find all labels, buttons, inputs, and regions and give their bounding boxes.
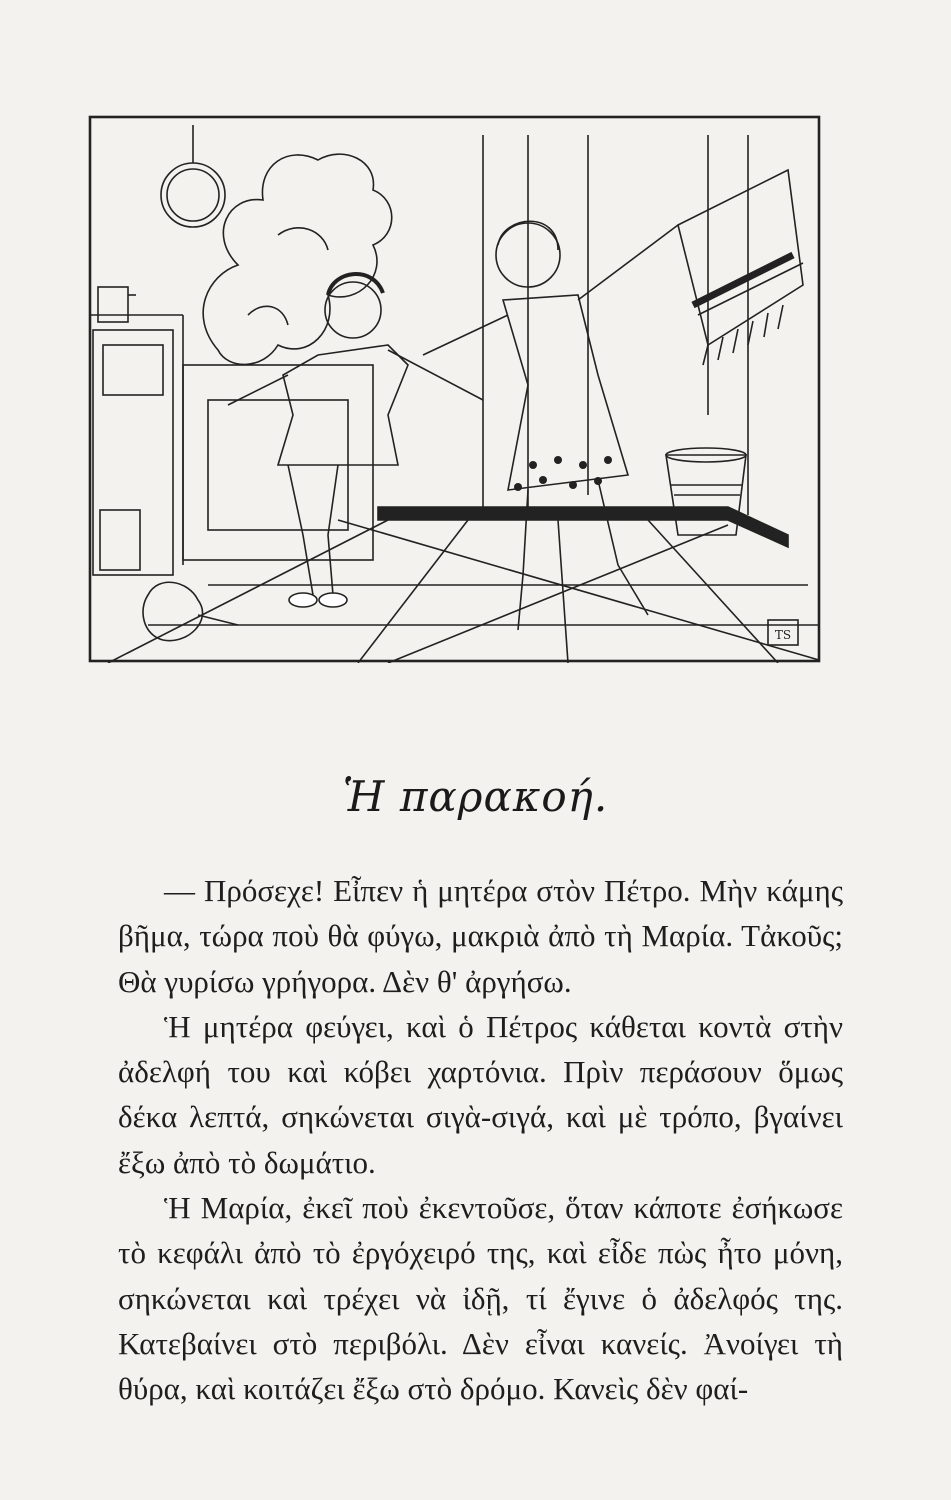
boy-head [325,282,381,338]
frying-pan [161,163,225,227]
cat [143,582,203,640]
paragraph: — Πρόσεχε! Εἶπεν ἡ μητέρα στὸν Πέτρο. Μὴν κάμης βῆμα, τώρα ποὺ θὰ φύγω, μακριὰ ἀπὸ τὴ Μαρία. Τἀκοῦς; Θὰ γυρίσω γρήγορα. Δὲν θ' ἀργήσω. [118,873,843,999]
baseboard [378,507,788,547]
paragraph: Ἡ μητέρα φεύγει, καὶ ὁ Πέτρος κάθεται κοντὰ στὴν ἀδελφή του καὶ κόβει χαρτόνια. Πρὶν περάσουν ὅμως δέκα λεπτά, σηκώνεται σιγὰ-σιγά, καὶ μὲ τρόπο, βγαίνει ἔξω ἀπὸ τὸ δωμάτιο. [118,1008,843,1180]
body-text [118,868,843,1412]
illustration [88,115,821,663]
paragraph: Ἡ Μαρία, ἐκεῖ ποὺ ἐκεντοῦσε, ὅταν κάποτε ἐσήκωσε τὸ κεφάλι ἀπὸ τὸ ἐργόχειρό της, καὶ εἶδε πὼς ἦτο μόνη, σηκώνεται καὶ τρέχει νὰ ἰδῇ, τί ἔγινε ὁ ἀδελφός της. Κατεβαίνει στὸ περιβόλι. Δὲν εἶναι κανείς. Ἀνοίγει τὴ θύρα, καὶ κοιτάζει ἔξω στὸ δρόμο. Κανεὶς δὲν φαί- [118,1190,843,1407]
illustration-frame [90,117,819,661]
chapter-title: Ἡ παρακοή. [342,772,609,821]
artist-monogram: TS [774,628,792,642]
kitchen-scene-drawing [88,115,821,663]
smoke-cloud [203,154,392,364]
boy-body [278,345,408,465]
pot [98,287,128,322]
stove [93,330,173,575]
